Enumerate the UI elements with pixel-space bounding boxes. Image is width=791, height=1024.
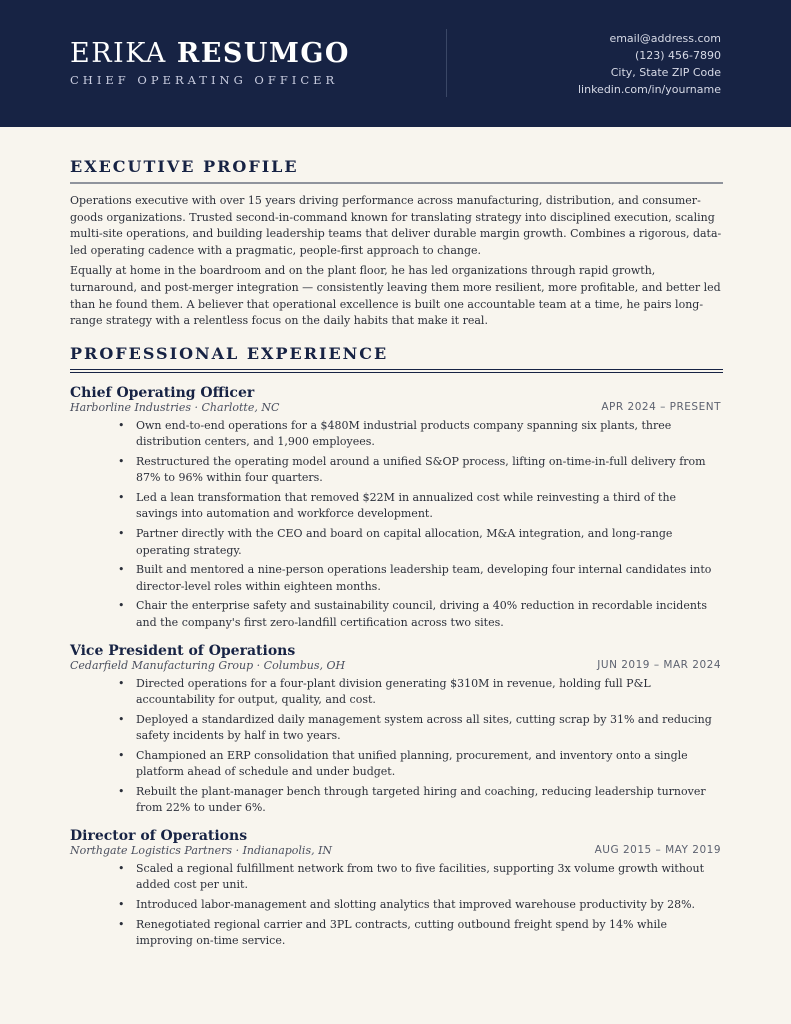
list-item: • Led a lean transformation that removed $22M in annualized cost while reinvesting a third of the savings into automation and workforce development. [118,491,677,521]
job-meta [70,659,723,676]
job-dates: APR 2024 – PRESENT [601,401,721,413]
job-company: Harborline Industries · Charlotte, NC [70,401,280,414]
list-item: • Partner directly with the CEO and board on capital allocation, M&A integration, and long-range operating strategy. [118,527,673,557]
job-entry [70,385,723,631]
job-dates: AUG 2015 – MAY 2019 [594,843,721,856]
job-meta [70,844,723,861]
job-company: Northgate Logistics Partners · Indianapolis, IN [70,843,333,857]
job-title: Director of Operations [70,827,248,844]
job-dates: JUN 2019 – MAR 2024 [597,658,721,671]
list-item: • Rebuilt the plant-manager bench through targeted hiring and coaching, reducing leadership turnover from 22% to under 6%. [118,784,706,815]
last-name: RESUMGO [176,38,350,69]
job-entry [70,643,723,817]
contact-location: City, State ZIP Code [610,66,721,79]
header-divider [446,29,447,97]
job-bullets [70,676,723,817]
job-company: Cedarfield Manufacturing Group · Columbus, OH [70,658,346,672]
list-item: • Own end-to-end operations for a $480M industrial products company spanning six plants, three distribution centers, and 1,900 employees. [118,419,672,449]
job-title: Chief Operating Officer [70,385,255,401]
executive-profile-section [70,157,723,330]
profile-paragraph: Equally at home in the boardroom and on the plant floor, he has led organizations through rapid growth, turnaround, and post-merger integration — consistently leaving them more resilient, more profitable, and better led than he found them. A believer that operational excellence is built one accountable team at a time, he pairs long-range strategy with a relentless focus on the daily habits that make it real. [70,264,721,328]
section-heading: EXECUTIVE PROFILE [70,157,299,176]
experience-section [70,344,723,953]
list-item: • Introduced labor-management and slotting analytics that improved warehouse productivity by 28%. [118,898,696,912]
section-rule [70,369,723,370]
list-item: • Scaled a regional fulfillment network from two to five facilities, supporting 3x volume growth without added cost per unit. [118,861,705,892]
list-item: • Restructured the operating model around a unified S&OP process, lifting on-time-in-full delivery from 87% to 96% within four quarters. [118,455,706,485]
list-item: • Renegotiated regional carrier and 3PL contracts, cutting outbound freight spend by 14% while improving on-time service. [118,917,668,948]
contact-email[interactable]: email@address.com [609,32,721,45]
contact-block [578,30,721,98]
contact-linkedin[interactable]: linkedin.com/in/yourname [577,83,721,96]
resume-header [0,0,791,127]
job-bullets [70,861,723,949]
job-entry [70,828,723,949]
job-bullets [70,418,723,631]
list-item: • Championed an ERP consolidation that unified planning, procurement, and inventory onto a single platform ahead of schedule and under budget. [118,748,688,779]
job-meta [70,401,723,418]
list-item: • Deployed a standardized daily management system across all sites, cutting scrap by 31% and reducing safety incidents by half in two years. [118,712,712,742]
job-title: Vice President of Operations [70,642,296,659]
section-heading: PROFESSIONAL EXPERIENCE [70,344,389,363]
candidate-title: CHIEF OPERATING OFFICER [70,73,339,87]
list-item: • Directed operations for a four-plant division generating $310M in revenue, holding full P&L accountability for output, quality, and cost. [118,676,651,706]
first-name: ERIKA [70,38,167,69]
candidate-name [70,38,350,69]
list-item: • Built and mentored a nine-person operations leadership team, developing four internal candidates into director-level roles within eighteen months. [118,563,712,593]
section-rule [70,182,723,184]
list-item: • Chair the enterprise safety and sustainability council, driving a 40% reduction in recordable incidents and the company's first zero-landfill certification across two sites. [118,599,708,629]
profile-paragraph: Operations executive with over 15 years driving performance across manufacturing, distribution, and consumer-goods organizations. Trusted second-in-command known for translating strategy into disciplined execution, scaling multi-site operations, and building leadership teams that deliver durable margin growth. Combines a rigorous, data-led operating cadence with a pragmatic, people-first approach to change. [70,194,722,257]
contact-phone: (123) 456-7890 [634,49,721,62]
